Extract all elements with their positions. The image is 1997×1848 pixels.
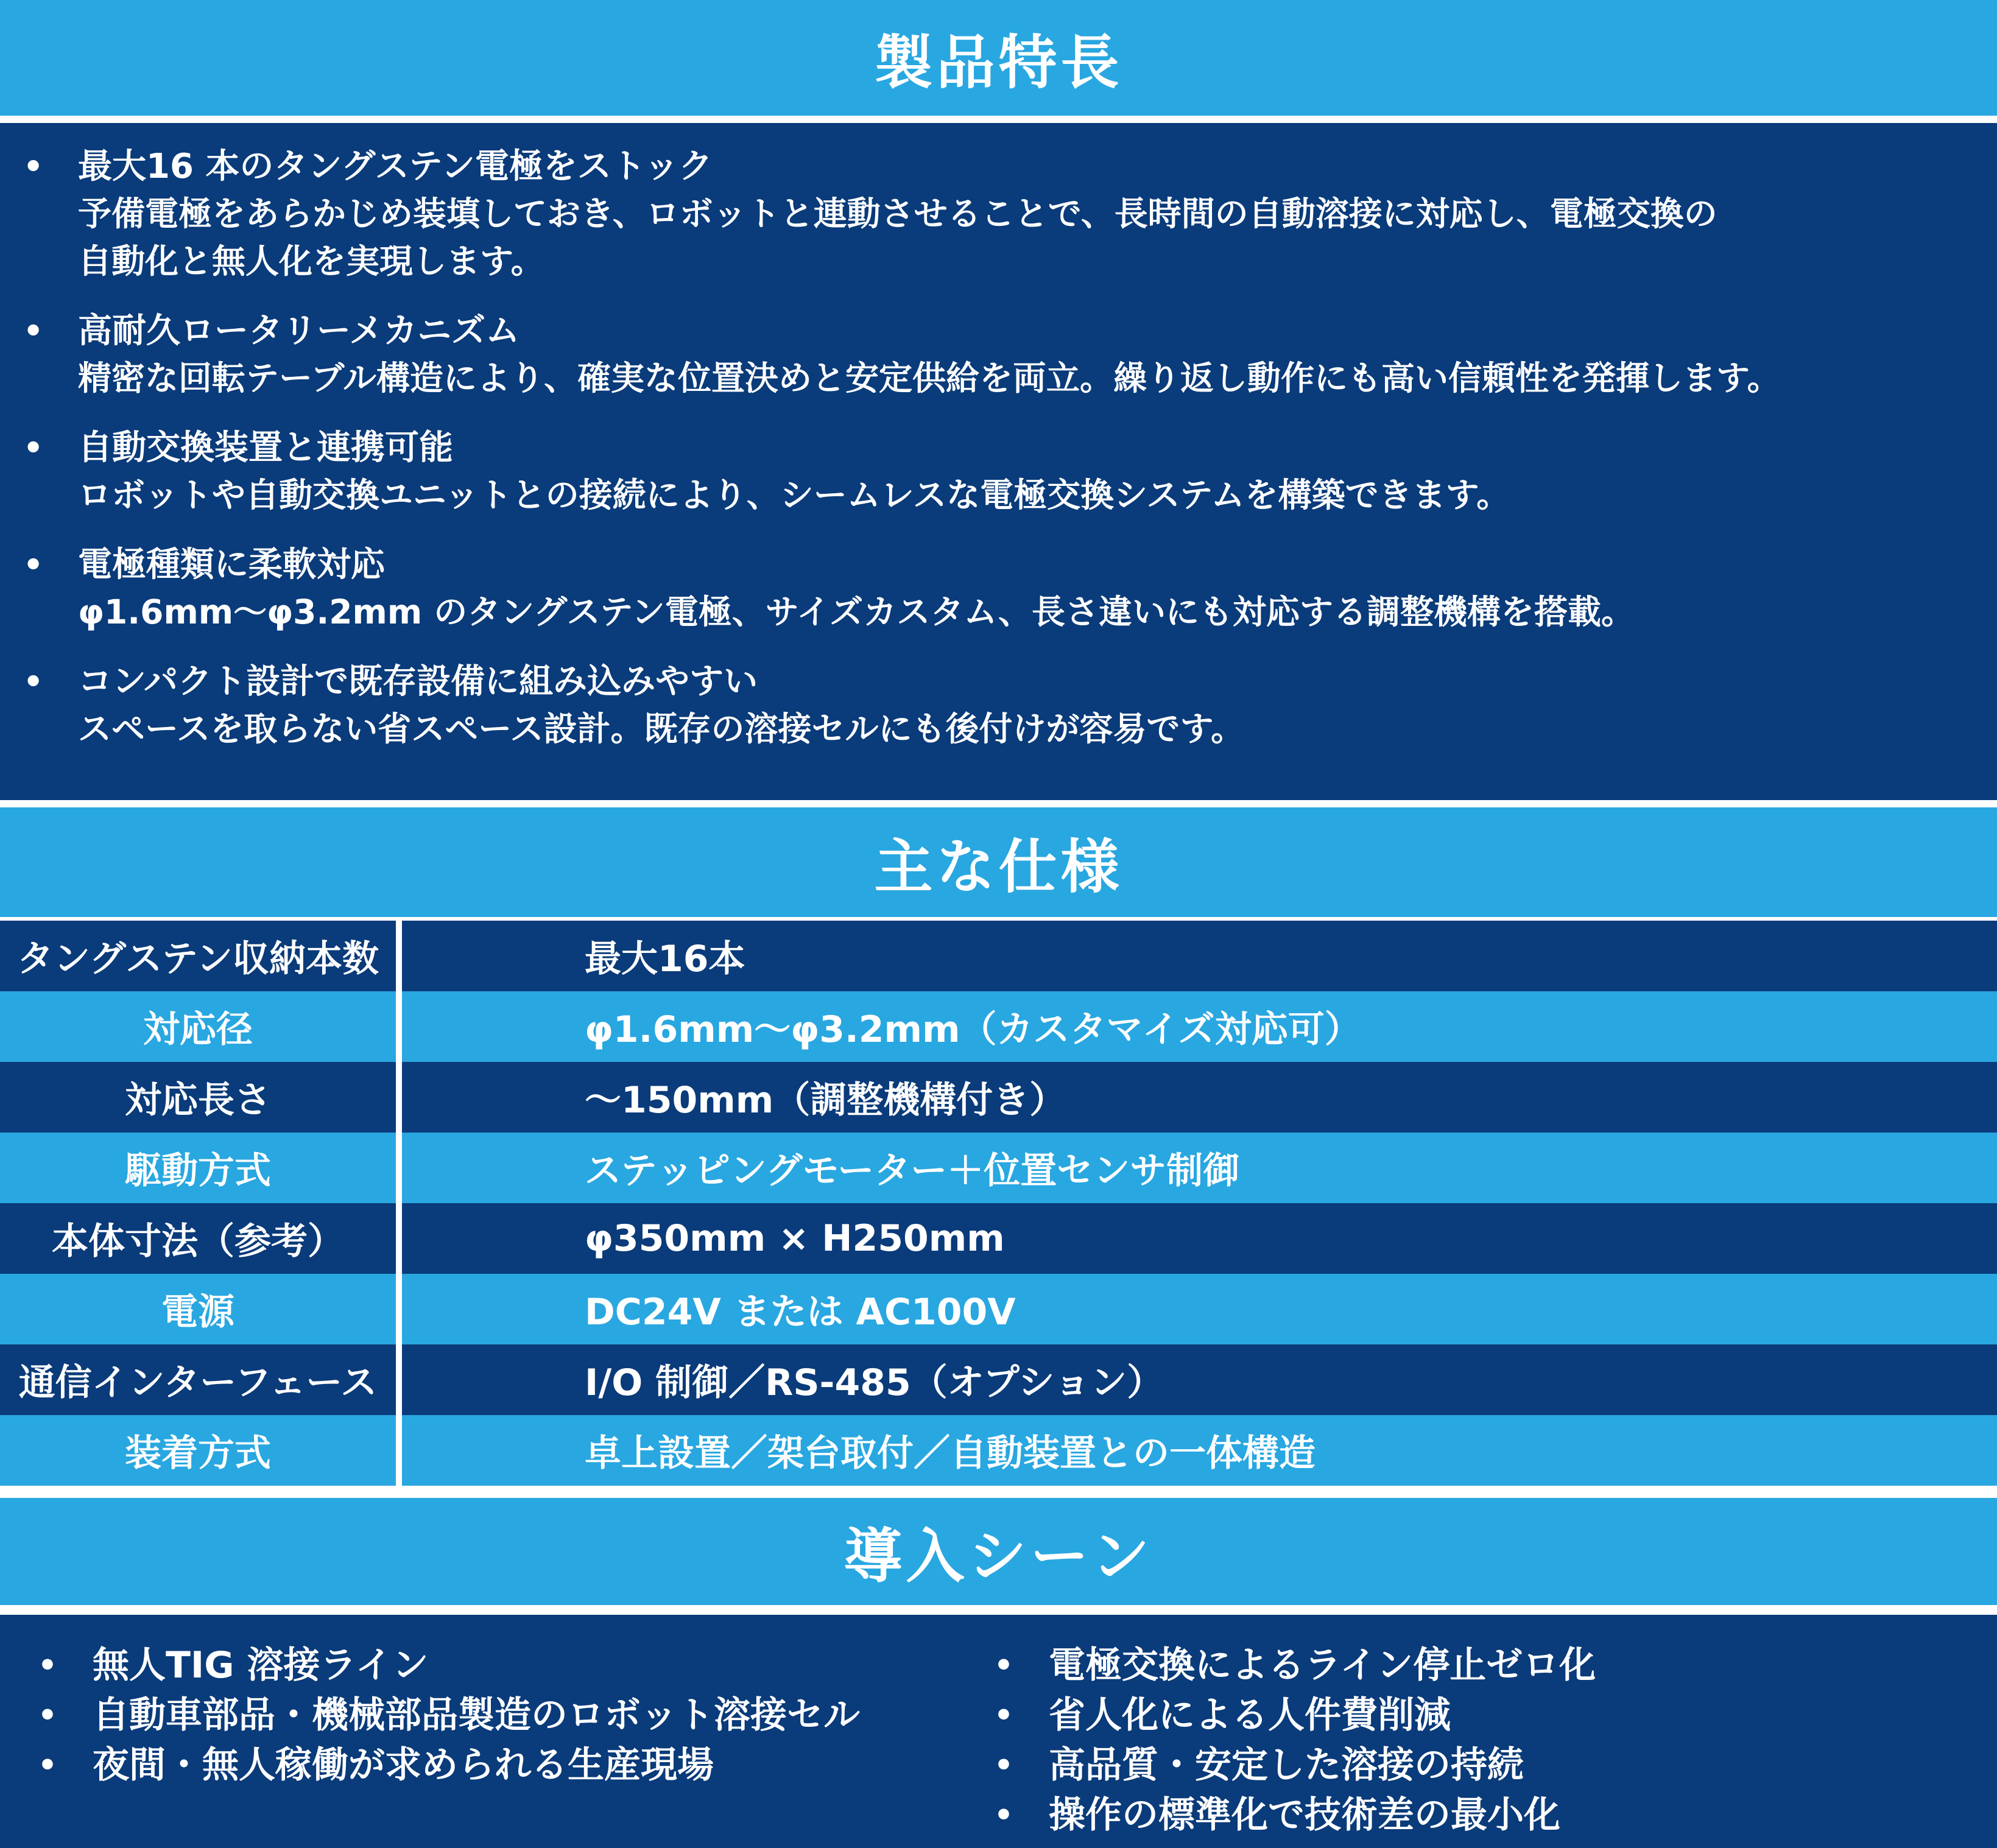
spec-label: 通信インターフェース — [0, 1344, 402, 1415]
bullet-icon: • — [38, 1748, 57, 1783]
feature-title: 電極種類に柔軟対応 — [78, 545, 385, 585]
spec-table — [0, 921, 1997, 1486]
features-panel — [0, 123, 1997, 800]
bullet-icon: • — [994, 1648, 1013, 1683]
spec-header — [0, 807, 1997, 917]
feature-desc: 精密な回転テーブル構造により、確実な位置決めと安定供給を両立。繰り返し動作にも高い信頼性を発揮します。 — [78, 359, 1781, 398]
scene-text: 夜間・無人稼働が求められる生産現場 — [93, 1744, 714, 1787]
spec-row — [0, 1344, 1997, 1415]
spec-value: 〜150mm（調整機構付き） — [585, 1079, 1066, 1122]
features-title: 製品特長 — [874, 28, 1123, 97]
scene-text: 自動車部品・機械部品製造のロボット溶接セル — [93, 1694, 860, 1737]
feature-desc: 予備電極をあらかじめ装填しておき、ロボットと連動させることで、長時間の自動溶接に対応し、電極交換の — [78, 194, 1717, 233]
bullet-icon: • — [23, 149, 44, 185]
feature-desc: 自動化と無人化を実現します。 — [78, 242, 544, 281]
bullet-icon: • — [23, 430, 44, 466]
spec-label: タングステン収納本数 — [0, 921, 402, 991]
bullet-icon: • — [38, 1648, 57, 1683]
scenes-right-column — [994, 1640, 1596, 1840]
spec-row — [0, 1274, 1997, 1344]
features-header — [0, 0, 1997, 116]
feature-item — [0, 425, 1997, 519]
spec-value: φ1.6mm〜φ3.2mm（カスタマイズ対応可） — [585, 1008, 1361, 1051]
spec-row — [0, 1133, 1997, 1203]
spec-value: 最大16本 — [585, 938, 745, 980]
bullet-icon: • — [994, 1698, 1013, 1733]
spec-label: 本体寸法（参考） — [0, 1203, 402, 1274]
spec-label: 対応径 — [0, 991, 402, 1062]
spec-title: 主な仕様 — [874, 832, 1123, 901]
spec-value: ステッピングモーター＋位置センサ制御 — [585, 1150, 1240, 1192]
spec-row — [0, 1203, 1997, 1274]
feature-item — [0, 308, 1997, 402]
spec-label: 装着方式 — [0, 1415, 402, 1486]
scene-item — [994, 1640, 1596, 1690]
spec-value: φ350mm × H250mm — [585, 1217, 1005, 1260]
bullet-icon: • — [994, 1797, 1013, 1833]
feature-item — [0, 659, 1997, 753]
scene-item — [38, 1640, 860, 1690]
feature-title: 最大16 本のタングステン電極をストック — [78, 147, 713, 186]
feature-desc: ロボットや自動交換ユニットとの接続により、シームレスな電極交換システムを構築できます。 — [78, 476, 1510, 515]
spec-row — [0, 921, 1997, 991]
feature-desc: スペースを取らない省スペース設計。既存の溶接セルにも後付けが容易です。 — [78, 709, 1245, 748]
scene-text: 操作の標準化で技術差の最小化 — [1049, 1794, 1560, 1836]
spec-value: 卓上設置／架台取付／自動装置との一体構造 — [585, 1432, 1315, 1475]
spec-label: 駆動方式 — [0, 1133, 402, 1203]
scenes-panel — [0, 1615, 1997, 1848]
feature-item — [0, 542, 1997, 636]
scenes-left-column — [38, 1640, 860, 1790]
spec-row — [0, 1415, 1997, 1486]
scene-item — [994, 1790, 1596, 1840]
scene-item — [994, 1740, 1596, 1790]
bullet-icon: • — [23, 547, 44, 583]
bullet-icon: • — [23, 664, 44, 700]
scene-item — [994, 1690, 1596, 1740]
scene-item — [38, 1690, 860, 1740]
spec-row — [0, 991, 1997, 1062]
spec-label: 対応長さ — [0, 1062, 402, 1133]
scenes-header — [0, 1498, 1997, 1605]
feature-desc: φ1.6mm〜φ3.2mm のタングステン電極、サイズカスタム、長さ違いにも対応する調整機構を搭載。 — [78, 592, 1635, 631]
scene-text: 高品質・安定した溶接の持続 — [1049, 1744, 1524, 1787]
scene-item — [38, 1740, 860, 1790]
scene-text: 電極交換によるライン停止ゼロ化 — [1049, 1644, 1596, 1687]
spec-label: 電源 — [0, 1274, 402, 1344]
feature-title: コンパクト設計で既存設備に組み込みやすい — [78, 662, 758, 701]
bullet-icon: • — [23, 313, 44, 350]
scenes-title: 導入シーン — [844, 1522, 1153, 1590]
feature-title: 高耐久ロータリーメカニズム — [78, 311, 520, 351]
bullet-icon: • — [38, 1698, 57, 1733]
scene-text: 省人化による人件費削減 — [1049, 1694, 1451, 1737]
spec-value: I/O 制御／RS-485（オプション） — [585, 1361, 1164, 1404]
bullet-icon: • — [994, 1748, 1013, 1783]
feature-title: 自動交換装置と連携可能 — [78, 428, 453, 468]
spec-value: DC24V または AC100V — [585, 1291, 1016, 1333]
spec-row — [0, 1062, 1997, 1133]
scene-text: 無人TIG 溶接ライン — [93, 1644, 429, 1687]
feature-item — [0, 144, 1997, 285]
